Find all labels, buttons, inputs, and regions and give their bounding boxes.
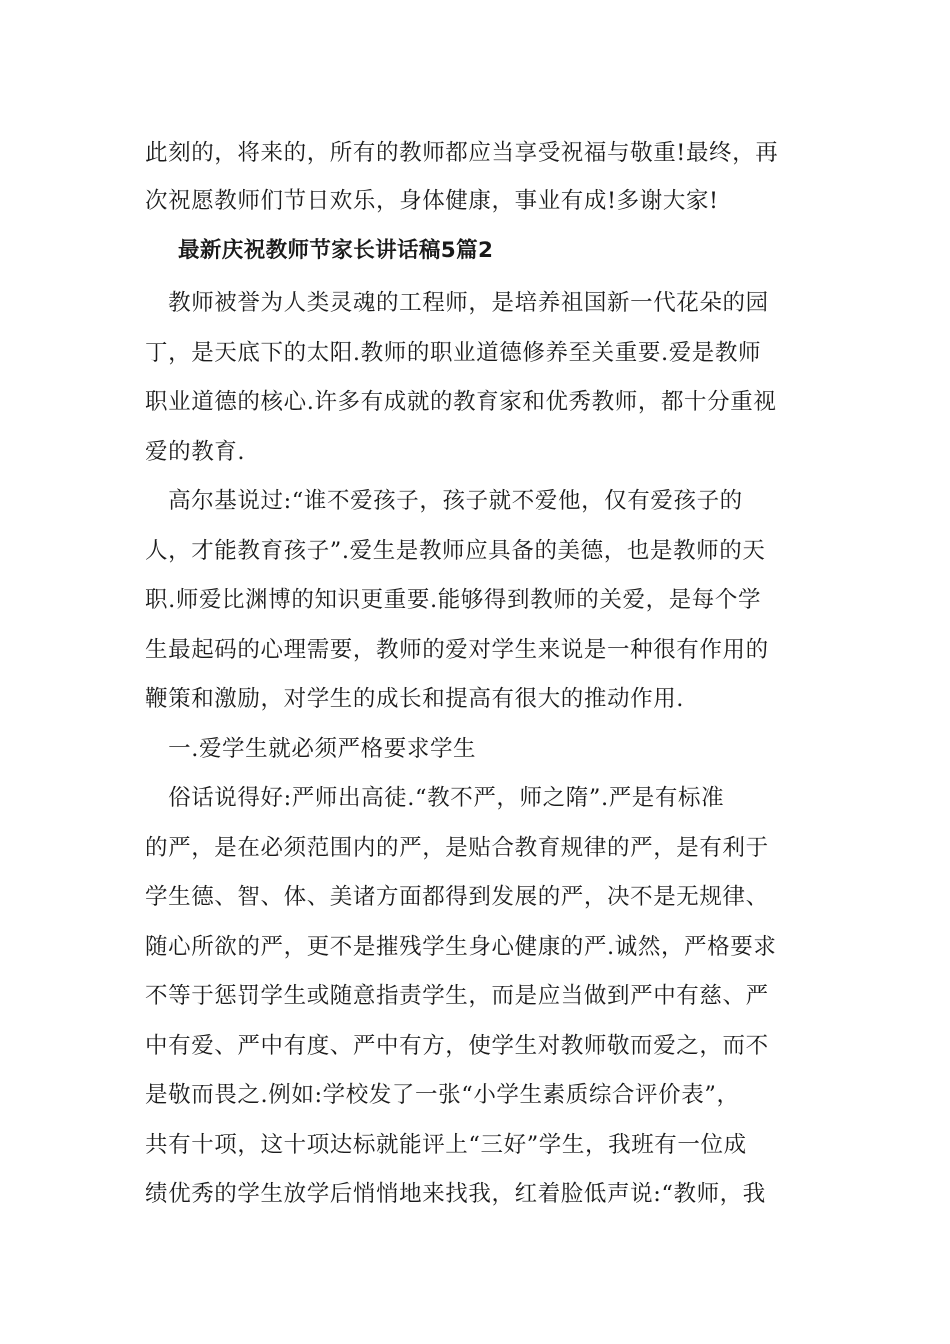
text-line: 的严，是在必须范围内的严，是贴合教育规律的严，是有利于	[145, 835, 769, 861]
text-line: 共有十项，这十项达标就能评上“三好”学生，我班有一位成	[145, 1132, 747, 1158]
section-heading: 最新庆祝教师节家长讲话稿5篇2	[178, 238, 494, 263]
text-line: 爱的教育.	[145, 439, 246, 465]
text-line: 人，才能教育孩子”.爱生是教师应具备的美德，也是教师的天	[145, 538, 766, 564]
text-line: 此刻的，将来的，所有的教师都应当享受祝福与敬重!最终，再	[145, 140, 779, 166]
text-line: 生最起码的心理需要，教师的爱对学生来说是一种很有作用的	[145, 637, 769, 663]
text-line: 丁，是天底下的太阳.教师的职业道德修养至关重要.爱是教师	[145, 340, 762, 366]
text-line: 不等于惩罚学生或随意指责学生，而是应当做到严中有慈、严	[145, 983, 769, 1009]
text-line: 教师被誉为人类灵魂的工程师，是培养祖国新一代花朵的园	[145, 290, 769, 316]
text-line: 是敬而畏之.例如:学校发了一张“小学生素质综合评价表”，	[145, 1082, 740, 1108]
text-line: 职.师爱比渊博的知识更重要.能够得到教师的关爱，是每个学	[145, 587, 762, 613]
text-line: 鞭策和激励，对学生的成长和提高有很大的推动作用.	[145, 686, 685, 712]
subsection-heading: 一.爱学生就必须严格要求学生	[145, 736, 477, 762]
text-line: 俗话说得好:严师出高徒.“教不严，师之隋”.严是有标准	[145, 785, 725, 811]
text-line: 随心所欲的严，更不是摧残学生身心健康的严.诚然，严格要求	[145, 934, 777, 960]
text-line: 学生德、智、体、美诸方面都得到发展的严，决不是无规律、	[145, 884, 769, 910]
text-line: 中有爱、严中有度、严中有方，使学生对教师敬而爱之，而不	[145, 1033, 769, 1059]
text-line: 职业道德的核心.许多有成就的教育家和优秀教师，都十分重视	[145, 389, 777, 415]
text-line: 绩优秀的学生放学后悄悄地来找我，红着脸低声说:“教师，我	[145, 1181, 766, 1207]
text-line: 高尔基说过:“谁不爱孩子，孩子就不爱他，仅有爱孩子的	[145, 488, 743, 514]
text-line: 次祝愿教师们节日欢乐，身体健康，事业有成!多谢大家!	[145, 188, 719, 214]
